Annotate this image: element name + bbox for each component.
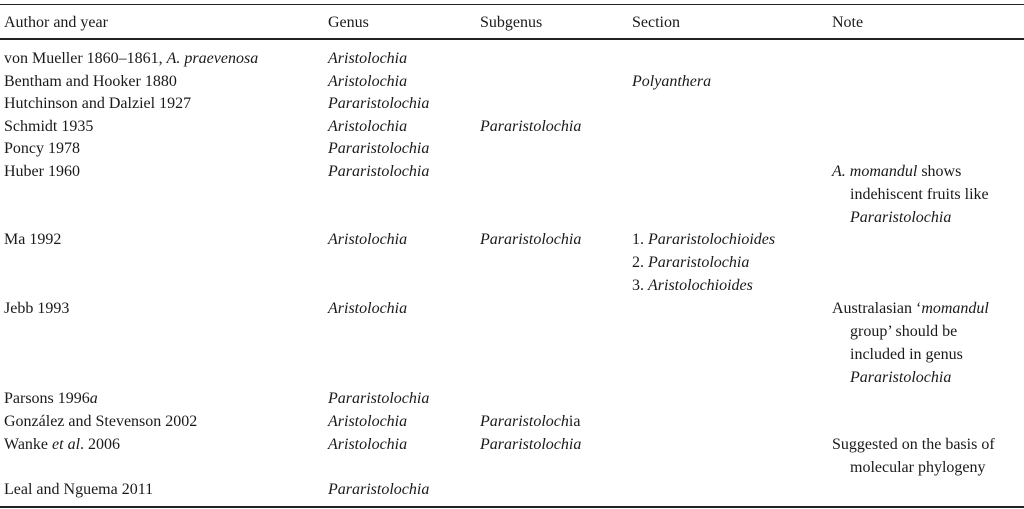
row-genus: Aristolochia (328, 73, 408, 90)
row-section: 1. Pararistolochioides 2. Pararistolochia 3. Aristolochioides (632, 231, 776, 294)
table-top-rule (0, 4, 1024, 5)
header-genus: Genus (328, 14, 369, 31)
header-author-year: Author and year (4, 14, 108, 31)
row-genus: Aristolochia (328, 231, 408, 248)
table-bottom-rule (0, 506, 1024, 508)
row-note: A. momandul shows indehiscent fruits like Pararistolochia (832, 163, 989, 226)
row-author: González and Stevenson 2002 (4, 413, 198, 430)
header-note: Note (832, 14, 864, 31)
row-genus: Pararistolochia (328, 390, 430, 407)
header-section: Section (632, 14, 680, 31)
header-subgenus: Subgenus (480, 14, 543, 31)
row-author: Parsons 1996a (4, 390, 98, 407)
row-genus: Aristolochia (328, 300, 408, 317)
row-subgenus: Pararistolochia (480, 413, 581, 430)
row-note: Suggested on the basis of molecular phylogeny (832, 436, 995, 476)
row-author: Bentham and Hooker 1880 (4, 73, 177, 90)
row-note: Australasian ‘momandul group’ should be included in genus Pararistolochia (832, 300, 989, 386)
row-genus: Pararistolochia (328, 95, 430, 112)
row-author: Wanke et al. 2006 (4, 436, 121, 453)
row-author: Huber 1960 (4, 163, 80, 180)
row-section: Polyanthera (632, 73, 712, 90)
row-genus: Pararistolochia (328, 163, 430, 180)
row-author: Hutchinson and Dalziel 1927 (4, 95, 192, 112)
row-author: von Mueller 1860–1861, A. praevenosa (4, 50, 259, 67)
row-subgenus: Pararistolochia (480, 118, 582, 135)
row-author: Schmidt 1935 (4, 118, 94, 135)
row-subgenus: Pararistolochia (480, 231, 582, 248)
row-genus: Pararistolochia (328, 481, 430, 498)
row-author: Jebb 1993 (4, 300, 70, 317)
row-author: Leal and Nguema 2011 (4, 481, 154, 498)
row-genus: Pararistolochia (328, 140, 430, 157)
row-genus: Aristolochia (328, 436, 408, 453)
row-author: Ma 1992 (4, 231, 62, 248)
row-subgenus: Pararistolochia (480, 436, 582, 453)
row-genus: Aristolochia (328, 50, 408, 67)
table-header-rule (0, 38, 1024, 40)
row-author: Poncy 1978 (4, 140, 80, 157)
row-genus: Aristolochia (328, 118, 408, 135)
row-genus: Aristolochia (328, 413, 408, 430)
